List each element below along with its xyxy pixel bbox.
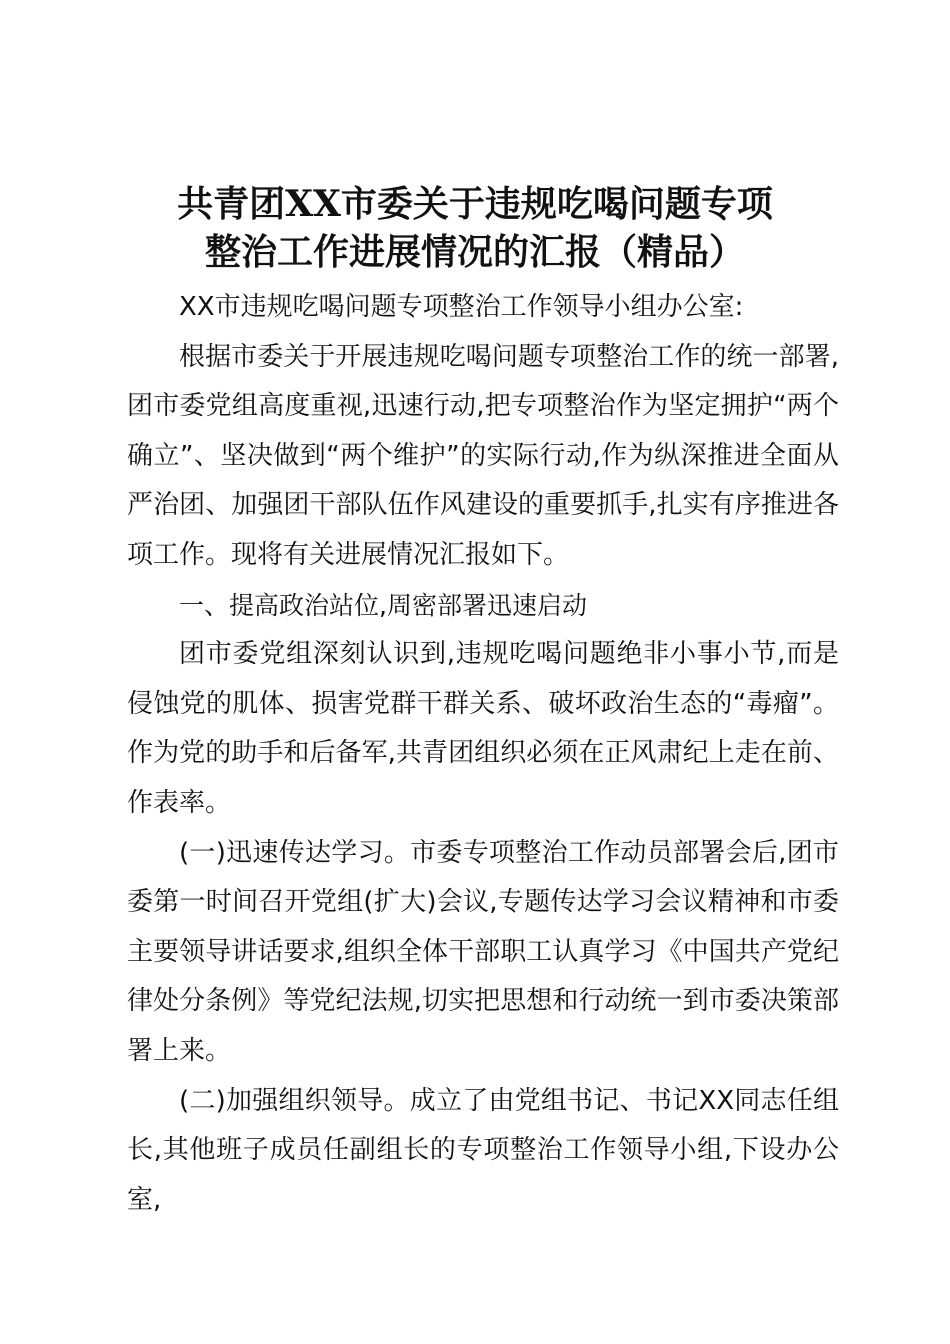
intro-paragraph: 根据市委关于开展违规吃喝问题专项整治工作的统一部署,团市委党组高度重视,迅速行动,把专项整治作为坚定拥护“两个确立”、坚决做到“两个维护”的实际行动,作为纵深推进全面从严治团、加强团干部队伍作风建设的重要抓手,扎实有序推进各项工作。现将有关进展情况汇报如下。 (127, 341, 839, 570)
subsection-2-paragraph: (二)加强组织领导。成立了由党组书记、书记XX同志任组长,其他班子成员任副组长的专项整治工作领导小组,下设办公室, (127, 1085, 839, 1215)
subsection-1-paragraph: (一)迅速传达学习。市委专项整治工作动员部署会后,团市委第一时间召开党组(扩大)会议,专题传达学习会议精神和市委主要领导讲话要求,组织全体干部职工认真学习《中国共产党纪律处分条例》等党纪法规,切实把思想和行动统一到市委决策部署上来。 (127, 837, 839, 1066)
document-body (127, 283, 839, 1225)
title-line-2: 整治工作进展情况的汇报（精品） (204, 231, 745, 273)
section-heading-1: 一、提高政治站位,周密部署迅速启动 (179, 590, 587, 620)
recipient-line: XX市违规吃喝问题专项整治工作领导小组办公室: (179, 292, 744, 322)
section-1-paragraph: 团市委党组深刻认识到,违规吃喝问题绝非小事小节,而是侵蚀党的肌体、损害党群干群关系、破坏政治生态的“毒瘤”。作为党的助手和后备军,共青团组织必须在正风肃纪上走在前、作表率。 (127, 639, 839, 818)
title-line-1: 共青团XX市委关于违规吃喝问题专项 (177, 183, 773, 225)
document-title (100, 180, 850, 276)
